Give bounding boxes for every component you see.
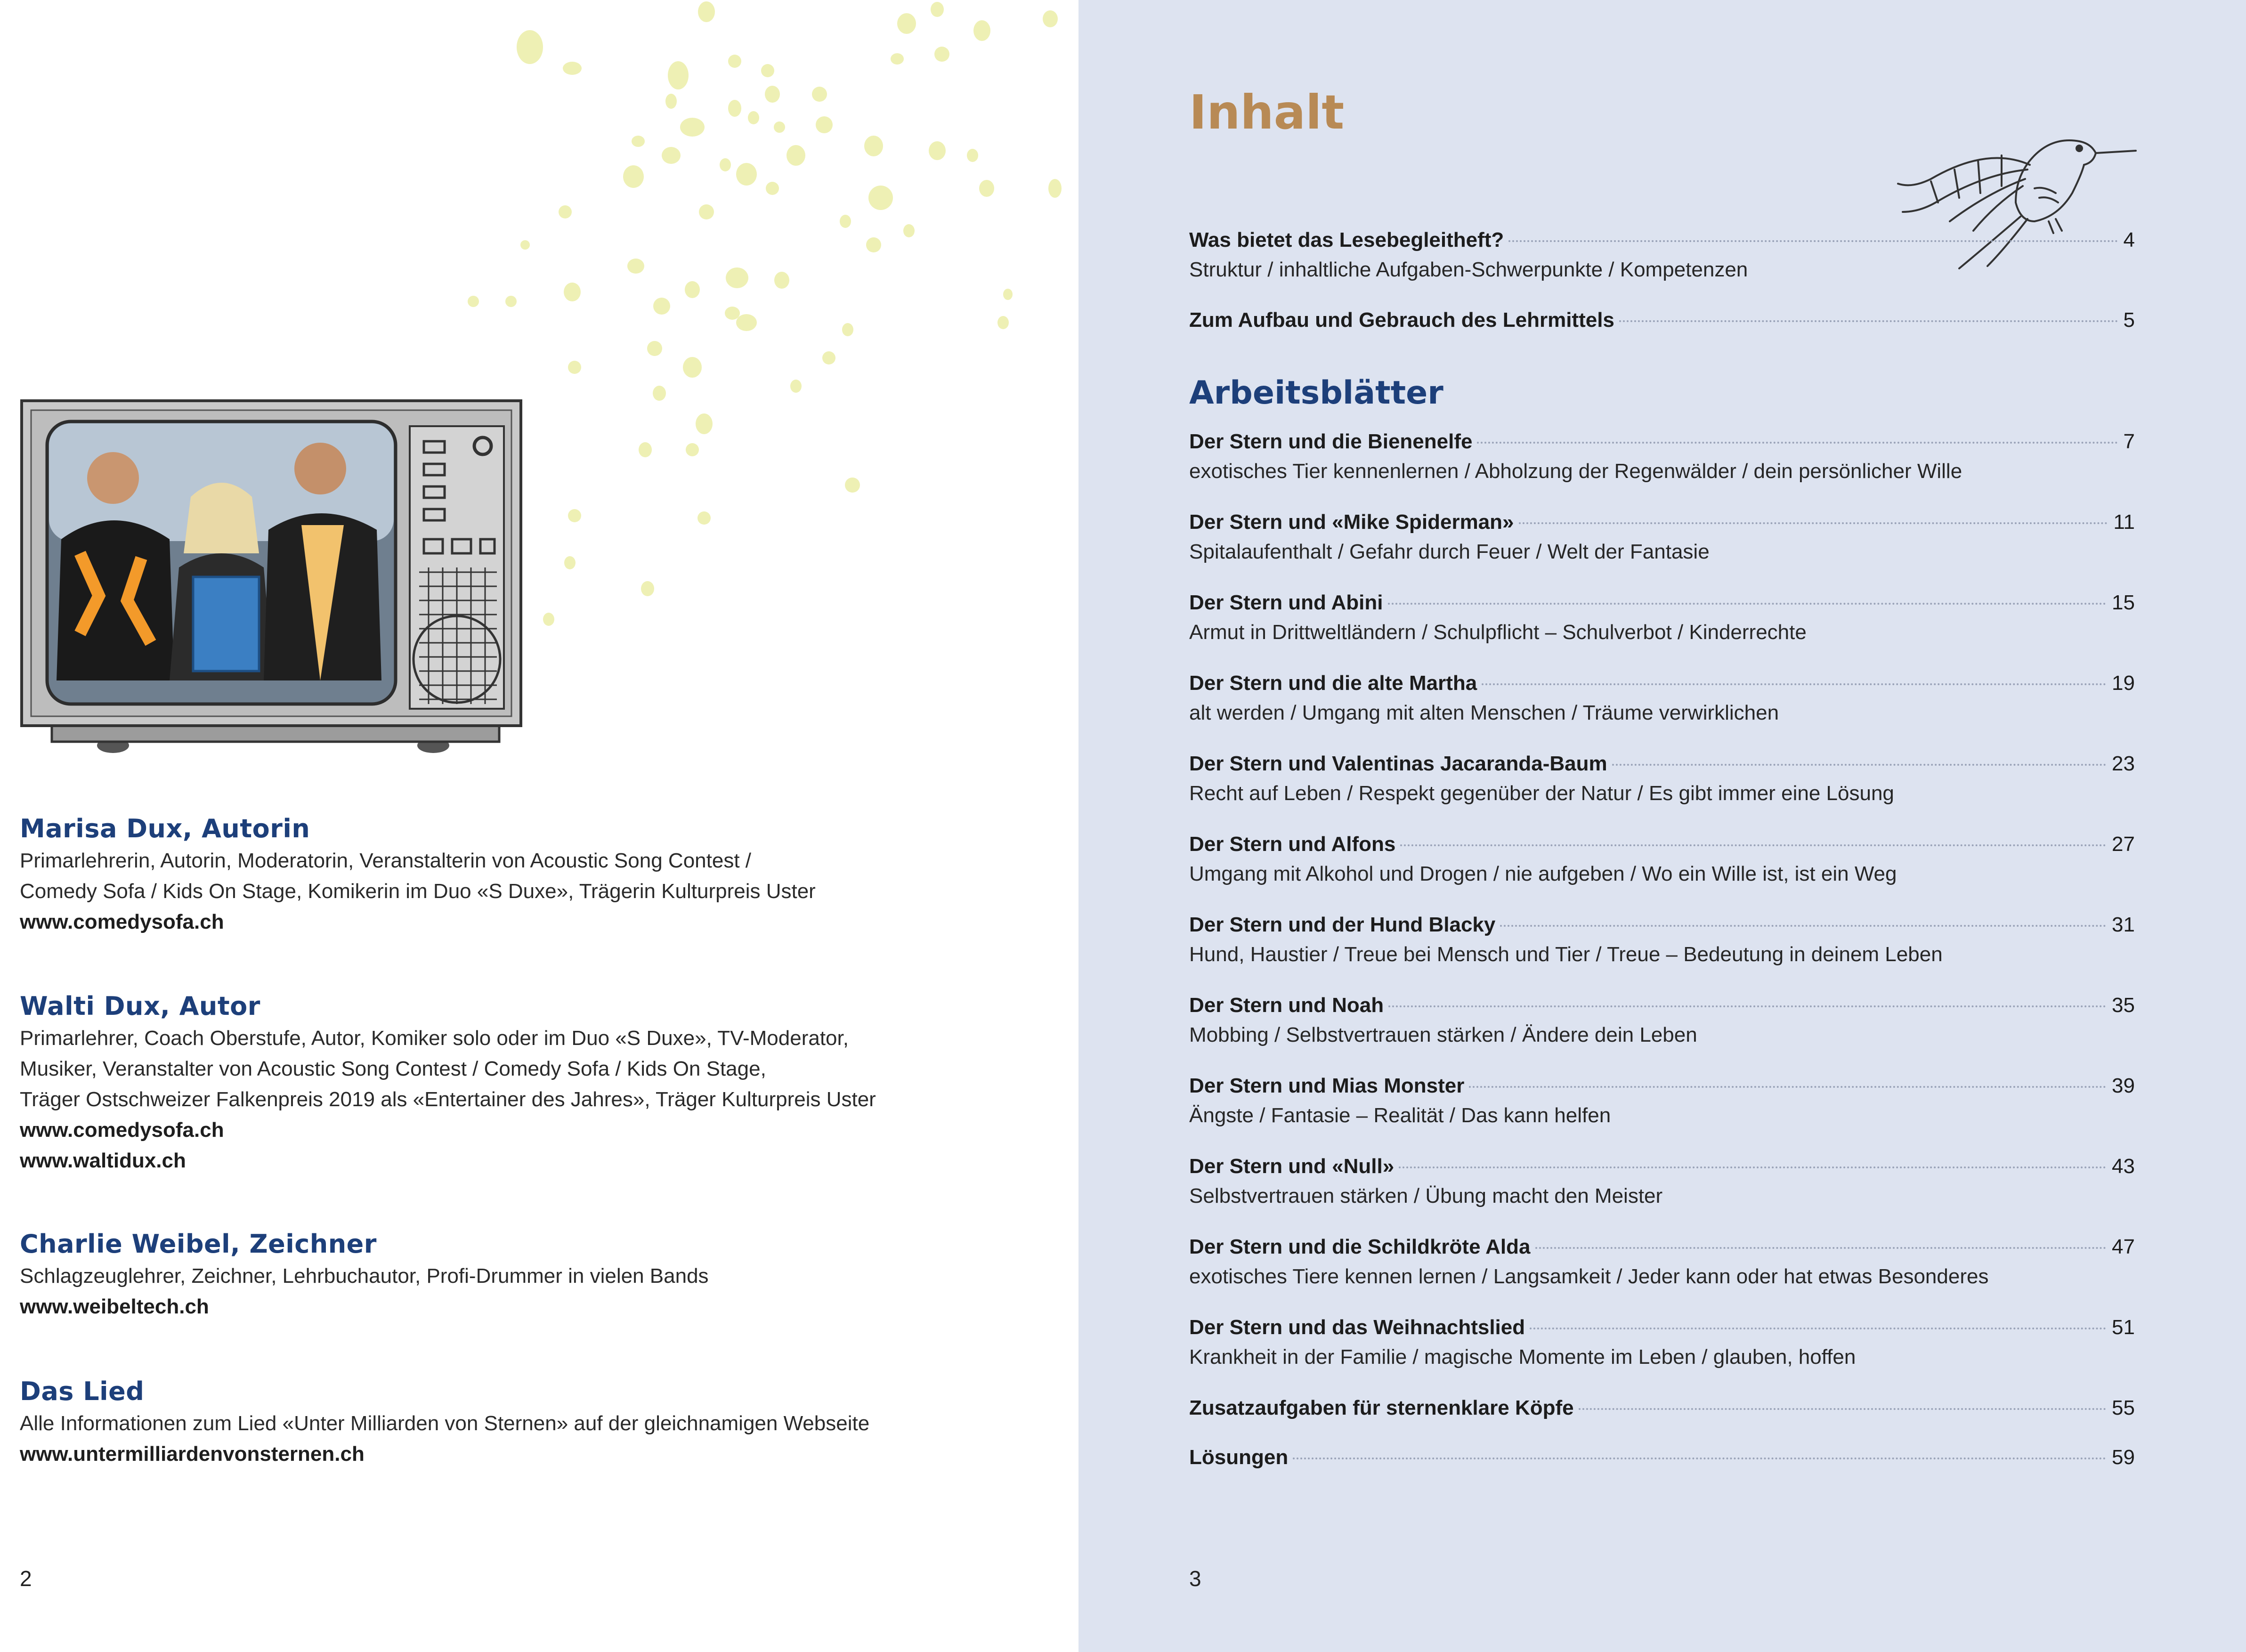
yellow-dot (822, 351, 835, 364)
toc-entry-page: 59 (2112, 1446, 2135, 1469)
yellow-dot (725, 307, 740, 320)
website-link[interactable]: www.waltidux.ch (20, 1149, 186, 1172)
yellow-dot (929, 141, 946, 160)
toc-entry-title: Der Stern und Alfons (1189, 833, 1396, 856)
yellow-dot (979, 180, 994, 197)
person-name: Marisa Dux, Autorin (20, 814, 310, 843)
toc-entry-description: Hund, Haustier / Treue bei Mensch und Tier / Treue – Bedeutung in deinem Leben (1189, 943, 1943, 966)
toc-entry-title: Der Stern und Mias Monster (1189, 1074, 1465, 1097)
person-description-line: Musiker, Veranstalter von Acoustic Song Contest / Comedy Sofa / Kids On Stage, (20, 1057, 766, 1080)
toc-entry-page: 35 (2112, 994, 2135, 1017)
toc-entry-title: Lösungen (1189, 1446, 1289, 1469)
toc-entry[interactable] (1189, 226, 2135, 285)
toc-entry-page: 55 (2112, 1396, 2135, 1419)
toc-entry[interactable] (1189, 1443, 2135, 1472)
yellow-dot (812, 87, 827, 102)
yellow-dot (748, 111, 759, 124)
website-link[interactable]: www.weibeltech.ch (20, 1295, 209, 1318)
website-link[interactable]: www.untermilliardenvonsternen.ch (20, 1442, 365, 1466)
yellow-dot (697, 511, 711, 525)
section-das-lied (20, 1375, 1032, 1469)
person-charlie-weibel (20, 1228, 1032, 1322)
dotted-leader (1399, 1166, 2106, 1168)
yellow-dot (842, 323, 853, 336)
yellow-dot (790, 380, 802, 393)
toc-entry-title: Der Stern und Noah (1189, 994, 1384, 1017)
yellow-dot (864, 136, 883, 156)
dotted-leader (1508, 240, 2117, 242)
yellow-dot (696, 413, 713, 434)
dotted-leader (1388, 603, 2107, 605)
yellow-dot (668, 61, 689, 89)
toc-entry-page: 51 (2112, 1316, 2135, 1339)
yellow-dot (641, 581, 654, 596)
yellow-dot (568, 509, 581, 522)
toc-entry[interactable] (1189, 1233, 2135, 1292)
toc-entry-description: Umgang mit Alkohol und Drogen / nie aufgeben / Wo ein Wille ist, ist ein Weg (1189, 862, 1897, 885)
yellow-dot (505, 296, 517, 307)
toc-entry[interactable] (1189, 830, 2135, 890)
yellow-dot (765, 86, 780, 103)
toc-entry-title: Zum Aufbau und Gebrauch des Lehrmittels (1189, 308, 1614, 332)
yellow-dot (699, 204, 714, 219)
dotted-leader (1469, 1086, 2106, 1088)
yellow-dot (787, 145, 805, 166)
yellow-dot (761, 64, 774, 77)
person-description-line: Träger Ostschweizer Falkenpreis 2019 als «Entertainer des Jahres», Träger Kulturpreis Uster (20, 1088, 876, 1111)
yellow-dot (774, 121, 785, 133)
section-heading: Das Lied (20, 1377, 145, 1406)
page-number-right: 3 (1189, 1566, 1201, 1591)
yellow-dot (632, 136, 645, 147)
yellow-dot (647, 341, 662, 356)
toc-entry-description: Struktur / inhaltliche Aufgaben-Schwerpunkte / Kompetenzen (1189, 258, 1748, 281)
dotted-leader (1612, 764, 2106, 766)
toc-entry-description: Spitalaufenthalt / Gefahr durch Feuer / Welt der Fantasie (1189, 540, 1710, 563)
page-number-left: 2 (20, 1566, 32, 1591)
dotted-leader (1619, 320, 2118, 322)
dotted-leader (1535, 1247, 2107, 1249)
yellow-dot (559, 205, 572, 219)
toc-entry-title: Der Stern und die Schildkröte Alda (1189, 1235, 1531, 1258)
toc-entry-description: exotisches Tier kennenlernen / Abholzung der Regenwälder / dein persönlicher Wille (1189, 460, 1962, 483)
yellow-dot (897, 13, 916, 34)
yellow-dot (736, 314, 757, 331)
toc-entry[interactable] (1189, 991, 2135, 1051)
person-description-line: Schlagzeuglehrer, Zeichner, Lehrbuchautor, Profi-Drummer in vielen Bands (20, 1264, 709, 1288)
toc-entry[interactable] (1189, 1313, 2135, 1373)
person-description-line: Primarlehrer, Coach Oberstufe, Autor, Komiker solo oder im Duo «S Duxe», TV-Moderator, (20, 1027, 849, 1050)
yellow-dot (627, 259, 644, 274)
yellow-dot (568, 361, 581, 374)
dotted-leader (1477, 442, 2117, 444)
yellow-dot (543, 613, 554, 626)
yellow-dot (845, 478, 860, 493)
toc-entry-page: 5 (2123, 308, 2135, 332)
yellow-dot (934, 47, 949, 62)
toc-entry-page: 11 (2113, 510, 2135, 534)
toc-entry[interactable] (1189, 428, 2135, 487)
yellow-dot (520, 240, 530, 250)
toc-entry[interactable] (1189, 750, 2135, 809)
yellow-dot (653, 386, 666, 401)
yellow-dot (683, 357, 702, 378)
yellow-dot (685, 281, 700, 298)
toc-entry-description: exotisches Tiere kennen lernen / Langsamkeit / Jeder kann oder hat etwas Besonderes (1189, 1265, 1989, 1288)
yellow-dot (1003, 289, 1013, 300)
yellow-dot (816, 116, 833, 133)
yellow-dot (720, 158, 731, 171)
toc-entry-title: Der Stern und die alte Martha (1189, 672, 1477, 695)
section-description-line: Alle Informationen zum Lied «Unter Milliarden von Sternen» auf der gleichnamigen Webseite (20, 1412, 870, 1435)
dotted-leader (1388, 1005, 2106, 1007)
toc-subheading: Arbeitsblätter (1189, 374, 1443, 412)
toc-entry[interactable] (1189, 306, 2135, 334)
toc-entry-page: 27 (2112, 833, 2135, 856)
yellow-dot (997, 316, 1009, 329)
toc-entry-title: Zusatzaufgaben für sternenklare Köpfe (1189, 1396, 1574, 1419)
yellow-dot (726, 267, 748, 288)
toc-entry[interactable] (1189, 669, 2135, 729)
toc-entry-title: Der Stern und Abini (1189, 591, 1383, 614)
toc-entry[interactable] (1189, 1072, 2135, 1131)
toc-entry-title: Der Stern und Valentinas Jacaranda-Baum (1189, 752, 1607, 775)
yellow-dot (623, 165, 644, 188)
yellow-dot (766, 182, 779, 195)
yellow-dot (653, 298, 670, 315)
dotted-leader (1530, 1328, 2106, 1329)
toc-entry-page: 19 (2112, 672, 2135, 695)
person-name: Walti Dux, Autor (20, 991, 260, 1021)
dotted-leader (1519, 522, 2108, 524)
yellow-dot (840, 215, 851, 228)
yellow-dot (903, 224, 915, 237)
toc-entry[interactable] (1189, 589, 2135, 648)
yellow-dot (665, 94, 677, 109)
yellow-dot (680, 118, 705, 137)
toc-entry-description: Mobbing / Selbstvertrauen stärken / Ändere dein Leben (1189, 1023, 1697, 1046)
yellow-dot (736, 163, 757, 186)
toc-entry-page: 39 (2112, 1074, 2135, 1097)
yellow-dot (468, 296, 479, 307)
yellow-dot (698, 1, 715, 22)
person-marisa-dux (20, 812, 1032, 937)
yellow-dot (868, 186, 893, 210)
yellow-dot (686, 443, 699, 456)
yellow-dot (774, 272, 789, 289)
toc-entry-description: Ängste / Fantasie – Realität / Das kann helfen (1189, 1104, 1611, 1127)
toc-entry[interactable] (1189, 1152, 2135, 1212)
toc-entry-page: 43 (2112, 1155, 2135, 1178)
website-link[interactable]: www.comedysofa.ch (20, 1118, 224, 1142)
yellow-dot (967, 149, 978, 162)
toc-title: Inhalt (1189, 85, 1345, 140)
yellow-dot (662, 147, 681, 164)
dotted-leader (1500, 925, 2106, 927)
yellow-dot (973, 20, 990, 41)
toc-entry-page: 47 (2112, 1235, 2135, 1258)
toc-entry-description: Recht auf Leben / Respekt gegenüber der Natur / Es gibt immer eine Lösung (1189, 782, 1894, 805)
yellow-dot (931, 2, 944, 17)
toc-entry-page: 7 (2123, 430, 2135, 453)
person-description-line: Primarlehrerin, Autorin, Moderatorin, Veranstalterin von Acoustic Song Contest / (20, 849, 751, 872)
yellow-dot (639, 442, 652, 457)
toc-entry-page: 23 (2112, 752, 2135, 775)
yellow-dot (1043, 10, 1058, 27)
yellow-dot (564, 556, 576, 569)
toc-entry-description: alt werden / Umgang mit alten Menschen / Träume verwirklichen (1189, 701, 1779, 724)
person-walti-dux (20, 990, 1032, 1176)
yellow-dot (866, 237, 881, 252)
yellow-dot (517, 30, 543, 64)
dotted-leader (1400, 844, 2106, 846)
toc-entry-title: Der Stern und der Hund Blacky (1189, 913, 1496, 936)
toc-entry[interactable] (1189, 508, 2135, 567)
dotted-leader (1293, 1458, 2106, 1459)
toc-entry-page: 31 (2112, 913, 2135, 936)
yellow-dot (564, 283, 581, 301)
dotted-leader (1482, 683, 2106, 685)
toc-entry-description: Krankheit in der Familie / magische Momente im Leben / glauben, hoffen (1189, 1345, 1856, 1369)
toc-entry[interactable] (1189, 1394, 2135, 1422)
toc-entry-description: Selbstvertrauen stärken / Übung macht den Meister (1189, 1184, 1663, 1207)
toc-entry[interactable] (1189, 911, 2135, 970)
toc-entry-title: Was bietet das Lesebegleitheft? (1189, 228, 1504, 251)
dotted-leader (1579, 1408, 2106, 1410)
toc-entry-title: Der Stern und «Null» (1189, 1155, 1395, 1178)
yellow-dot (1048, 179, 1062, 198)
toc-entry-page: 15 (2112, 591, 2135, 614)
toc-entry-page: 4 (2123, 228, 2135, 251)
yellow-dot (728, 55, 741, 68)
left-page (0, 0, 1078, 1652)
toc-entry-title: Der Stern und die Bienenelfe (1189, 430, 1473, 453)
toc-entry-title: Der Stern und das Weihnachtslied (1189, 1316, 1525, 1339)
toc-entry-description: Armut in Drittweltländern / Schulpflicht – Schulverbot / Kinderrechte (1189, 621, 1807, 644)
yellow-dot (728, 100, 741, 117)
yellow-dot (563, 62, 582, 75)
person-description-line: Comedy Sofa / Kids On Stage, Komikerin im Duo «S Duxe», Trägerin Kulturpreis Uster (20, 880, 816, 903)
yellow-dot (891, 53, 904, 65)
retro-tv-icon (19, 398, 527, 765)
toc-entry-title: Der Stern und «Mike Spiderman» (1189, 510, 1514, 534)
website-link[interactable]: www.comedysofa.ch (20, 910, 224, 933)
person-name: Charlie Weibel, Zeichner (20, 1229, 377, 1259)
